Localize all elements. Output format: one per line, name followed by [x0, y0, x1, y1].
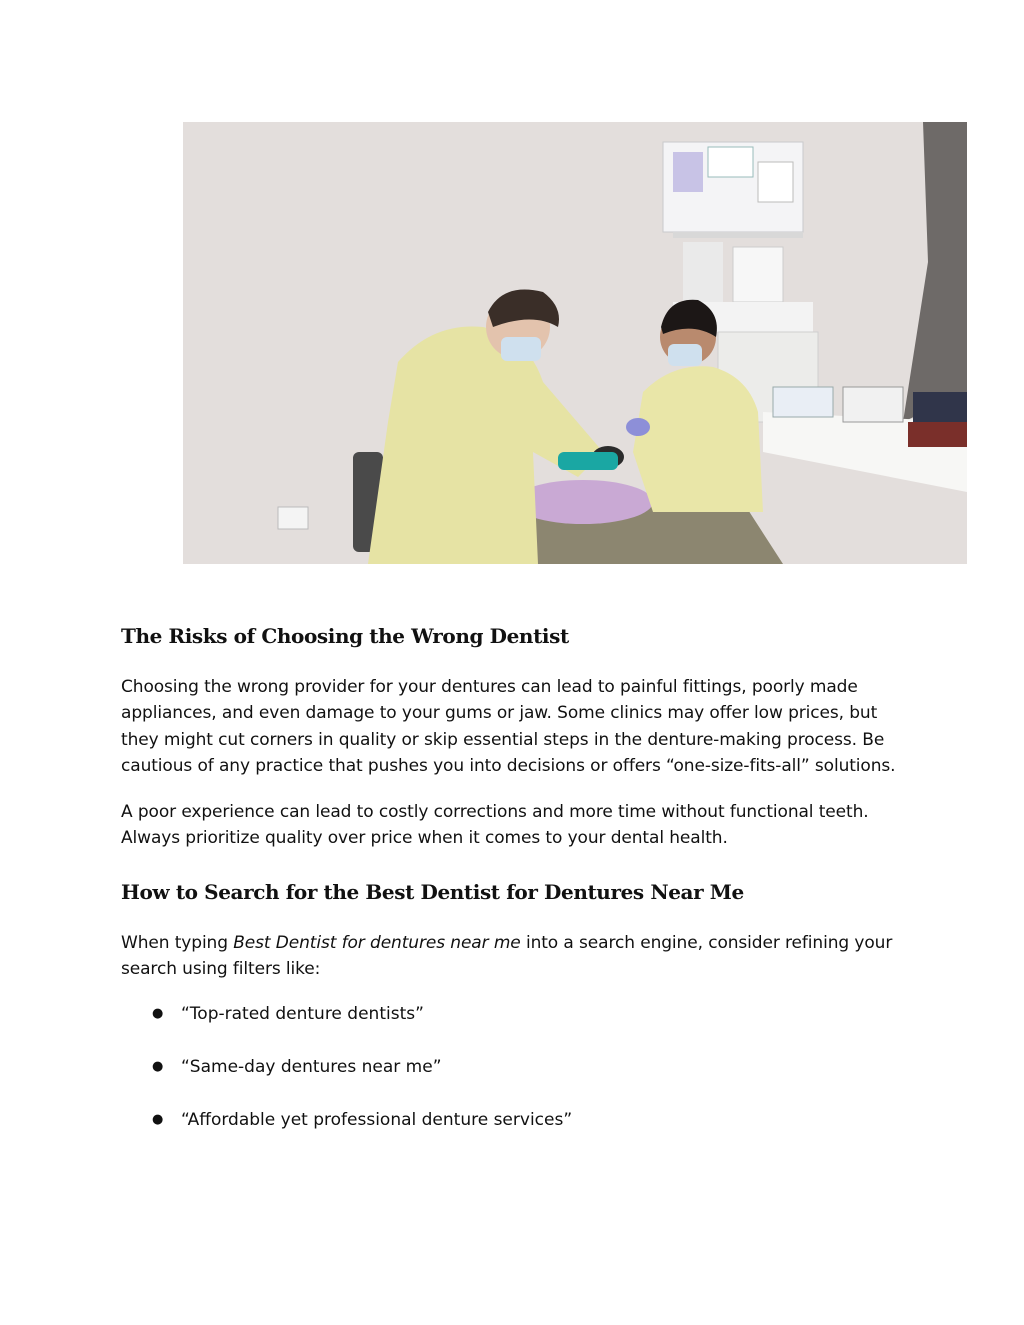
list-item-text: “Same-day dentures near me” [181, 1057, 442, 1078]
list-item [121, 1001, 911, 1027]
list-item-text: “Top-rated denture dentists” [181, 1004, 424, 1025]
bullet-icon: ● [152, 1059, 164, 1075]
bullet-icon: ● [152, 1006, 164, 1022]
intro-text-before: When typing [121, 932, 234, 953]
list-item [121, 1107, 911, 1133]
bullet-icon: ● [152, 1112, 164, 1128]
intro-text-after: into a search engine, consider refining your search using filters like: [121, 932, 893, 980]
dental-clinic-photo [183, 122, 967, 564]
risks-paragraph-1: Choosing the wrong provider for your dentures can lead to painful fittings, poorly made appliances, and even damage to your gums or jaw. Some clinics may offer low prices, but they might cut corners in quality or skip essential steps in the denture-making process. Be cautious of any practice that pushes you into decisions or offers “one-size-fits-all” solutions. [121, 677, 896, 776]
list-item-text: “Affordable yet professional denture services” [181, 1110, 573, 1131]
article-content [121, 618, 911, 1160]
search-intro-paragraph [121, 930, 911, 983]
section-heading-search: How to Search for the Best Dentist for Dentures Near Me [121, 879, 744, 904]
section-heading-risks: The Risks of Choosing the Wrong Dentist [121, 624, 569, 648]
risks-paragraph-2: A poor experience can lead to costly corrections and more time without functional teeth. Always prioritize quality over price when it comes to your dental health. [121, 802, 869, 849]
list-item [121, 1054, 911, 1080]
search-filter-list [121, 1001, 911, 1133]
intro-search-phrase: Best Dentist for dentures near me [233, 932, 521, 953]
